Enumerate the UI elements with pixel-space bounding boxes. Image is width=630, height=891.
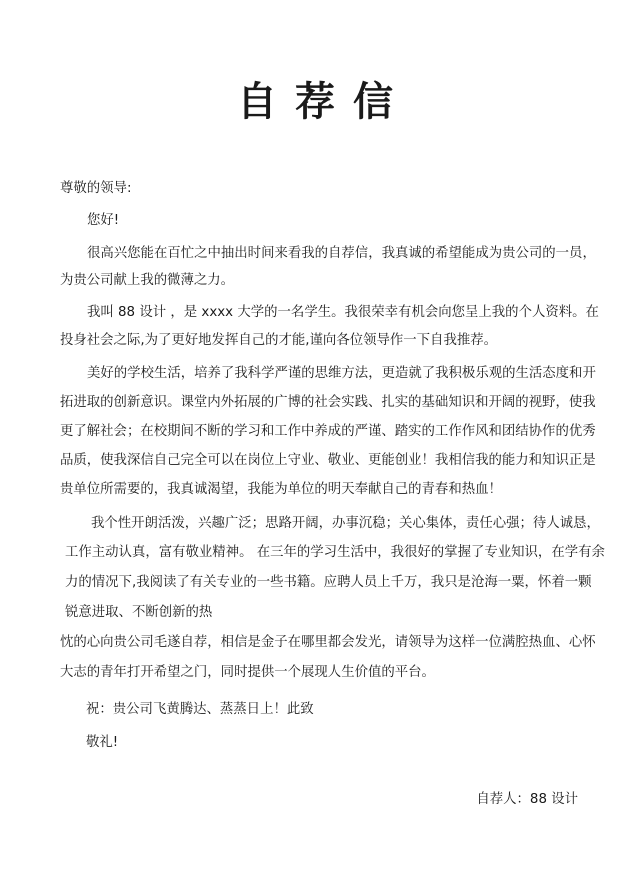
paragraph-4-line-2: 工作主动认真，富有敬业精神。 在三年的学习生活中，我很好的掌握了专业知识，在学有余 (65, 545, 605, 560)
paragraph-3-line-1: 美好的学校生活，培养了我科学严谨的思维方法，更造就了我积极乐观的生活态度和开 (87, 366, 596, 381)
paragraph-5-line-2: 大志的青年打开希望之门，同时提供一个展现人生价值的平台。 (60, 665, 435, 680)
paragraph-4-line-4: 锐意进取、不断创新的热 (65, 605, 213, 620)
paragraph-1-line-1: 很高兴您能在百忙之中抽出时间来看我的自荐信，我真诚的希望能成为贵公司的一员， (87, 246, 596, 261)
paragraph-3-line-3: 更了解社会；在校期间不断的学习和工作中养成的严谨、踏实的工作作风和团结协作的优秀 (60, 424, 596, 439)
paragraph-4-line-3: 力的情况下,我阅读了有关专业的一些书籍。应聘人员上千万，我只是沧海一粟，怀着一颗 (65, 575, 592, 590)
paragraph-1-line-2: 为贵公司献上我的微薄之力。 (60, 273, 235, 288)
signature: 自荐人：88 设计 (476, 792, 578, 807)
salutation: 尊敬的领导: (60, 181, 132, 196)
paragraph-2-line-1: 我叫 88 设计 ，是 xxxx 大学的一名学生。我很荣幸有机会向您呈上我的个人资料。在 (87, 305, 599, 320)
paragraph-3-line-4: 品质，使我深信自己完全可以在岗位上守业、敬业、更能创业！我相信我的能力和知识正是 (60, 453, 596, 468)
paragraph-2-line-2: 投身社会之际,为了更好地发挥自己的才能,谨向各位领导作一下自我推荐。 (60, 333, 498, 348)
paragraph-5-line-1: 忱的心向贵公司毛遂自荐，相信是金子在哪里都会发光，请领导为这样一位满腔热血、心怀 (60, 635, 596, 650)
closing-wishes: 祝：贵公司飞黄腾达、蒸蒸日上！此致 (86, 702, 314, 717)
closing-salute: 敬礼! (86, 735, 119, 750)
paragraph-4-line-1: 我个性开朗活泼，兴趣广泛；思路开阔，办事沉稳；关心集体，责任心强；待人诚恳， (91, 516, 600, 531)
hello-line: 您好! (87, 213, 120, 228)
document-title: 自荐信 (237, 79, 411, 125)
paragraph-3-line-2: 拓进取的创新意识。课堂内外拓展的广博的社会实践、扎实的基础知识和开阔的视野，使我 (60, 395, 596, 410)
paragraph-3-line-5: 贵单位所需要的，我真诚渴望，我能为单位的明天奉献自己的青春和热血！ (60, 482, 502, 497)
